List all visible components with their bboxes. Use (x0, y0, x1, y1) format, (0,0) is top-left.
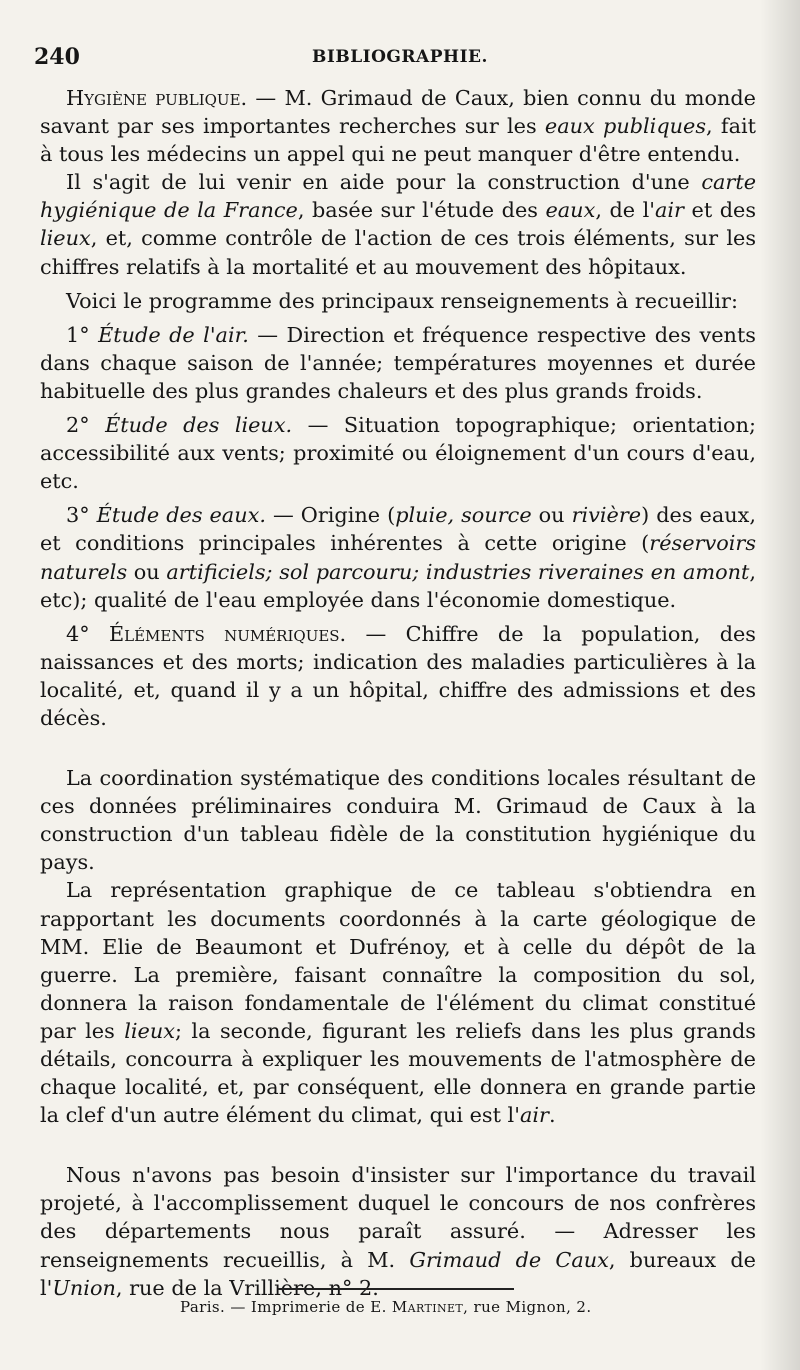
printer-name: E. Martinet (370, 1298, 464, 1316)
page-number: 240 (34, 44, 80, 70)
text-run: , rue de la Vrillière, n° 2. (115, 1275, 379, 1300)
text-run: — Direction et fréquence respective des vents dans chaque saison de l'année; températures moyennes et durée habituelle des plus grandes chaleurs et des plus grands froids. (40, 322, 756, 403)
italic-run: rivière (571, 503, 642, 528)
paragraph-elements-numeriques (40, 620, 756, 732)
text-run: ; la seconde, figurant les reliefs dans les plus grands détails, concourra à expliquer les mouvements de l'atmosphère de chaque localité, et, par conséquent, elle donnera en grande partie la clef d'un autre élément du climat, qui est l' (40, 1018, 756, 1128)
italic-run: eaux (545, 198, 596, 223)
imprint-text: , rue Mignon, 2. (463, 1298, 592, 1316)
paragraph-hygiene-publique (40, 84, 756, 168)
text-run: — Chiffre de la population, des naissances et des morts; indication des maladies particulières à la localité, et, quand il y a un hôpital, chiffre des admissions et des décès. (40, 621, 756, 730)
italic-run: lieux (124, 1018, 175, 1043)
italic-run: eaux publiques (544, 114, 707, 139)
text-run: . (548, 1103, 556, 1128)
italic-run: air (519, 1103, 549, 1128)
text-run: , et, comme contrôle de l'action de ces trois éléments, sur les chiffres relatifs à la mortalité et au mouvement des hôpitaux. (40, 226, 756, 279)
item-heading: Étude des eaux. (96, 503, 266, 528)
text-run: , basée sur l'étude des (297, 198, 546, 223)
text-run: , de l' (595, 198, 655, 223)
text-run: ou (127, 559, 167, 584)
italic-run: artificiels; sol parcouru; industries riveraines en amont (166, 559, 750, 584)
paragraph-etude-eaux (40, 501, 756, 613)
text-run: ) des eaux, et conditions principales inhérentes à cette origine ( (40, 503, 756, 556)
paragraph-programme (40, 287, 756, 315)
paragraph-etude-air (40, 321, 756, 405)
text-run: — Situation topographique; orientation; accessibilité aux vents; proximité ou éloignement d'un cours d'eau, etc. (40, 413, 756, 494)
paragraph-etude-lieux (40, 411, 756, 495)
italic-run: air (654, 198, 684, 223)
footer-rule (278, 1288, 514, 1290)
text-run: et des (683, 198, 756, 223)
paragraph-conclusion (40, 1161, 756, 1301)
text-run: Nous n'avons pas besoin d'insister sur l'importance du travail projeté, à l'accomplissement duquel le concours de nos confrères des départements nous paraît assuré. — Adresser les renseignements recueillis, à M. (40, 1163, 756, 1272)
item-number: 1° (66, 322, 99, 347)
text-run: , etc); qualité de l'eau employée dans l'économie domestique. (40, 559, 756, 612)
paragraph-representation-graphique (40, 876, 756, 1129)
italic-run: Grimaud de Caux (409, 1247, 609, 1272)
running-title: BIBLIOGRAPHIE. (312, 47, 488, 67)
text-run: La représentation graphique de ce tableau s'obtiendra en rapportant les documents coordonnés à la carte géologique de MM. Elie de Beaumont et Dufrénoy, et à celle du dépôt de la guerre. La première, faisant connaître la composition du sol, donnera la raison fondamentale de l'élément du climat constitué par les (40, 878, 756, 1043)
text-run: — M. Grimaud de Caux, bien connu du monde savant par ses importantes recherches sur les (40, 86, 756, 139)
paragraph-carte-hygienique (40, 168, 756, 280)
italic-run: réservoirs naturels (40, 531, 756, 584)
italic-run: carte hygiénique de la France (40, 170, 756, 223)
page-edge-shadow (760, 0, 800, 1370)
page-header (34, 44, 760, 78)
italic-run: pluie, source (395, 503, 532, 528)
imprint-text: Paris. — Imprimerie de (180, 1298, 371, 1316)
item-number: 4° (66, 621, 109, 646)
text-run: La coordination systématique des conditions locales résultant de ces données préliminaires conduira M. Grimaud de Caux à la construction d'un tableau fidèle de la constitution hygiénique du pays. (40, 766, 756, 875)
text-run: — Origine ( (265, 503, 396, 528)
text-run: , bureaux de l' (40, 1247, 756, 1300)
item-number: 3° (66, 503, 97, 528)
text-run: ou (531, 503, 572, 528)
italic-run: lieux (40, 226, 91, 251)
text-run: Il s'agit de lui venir en aide pour la construction d'une (66, 170, 702, 195)
text-run: Voici le programme des principaux renseignements à recueillir: (66, 288, 739, 313)
item-heading: Éléments numériques. (108, 621, 347, 646)
item-heading: Étude de l'air. (98, 322, 249, 347)
printer-imprint (180, 1298, 592, 1316)
item-number: 2° (66, 413, 106, 438)
paragraph-coordination (40, 764, 756, 876)
text-run: , fait à tous les médecins un appel qui ne peut manquer d'être entendu. (40, 114, 757, 167)
section-heading: Hygiène publique. (66, 86, 248, 110)
italic-run: Union (52, 1275, 116, 1300)
item-heading: Étude des lieux. (105, 413, 293, 438)
body-text (40, 84, 756, 1302)
